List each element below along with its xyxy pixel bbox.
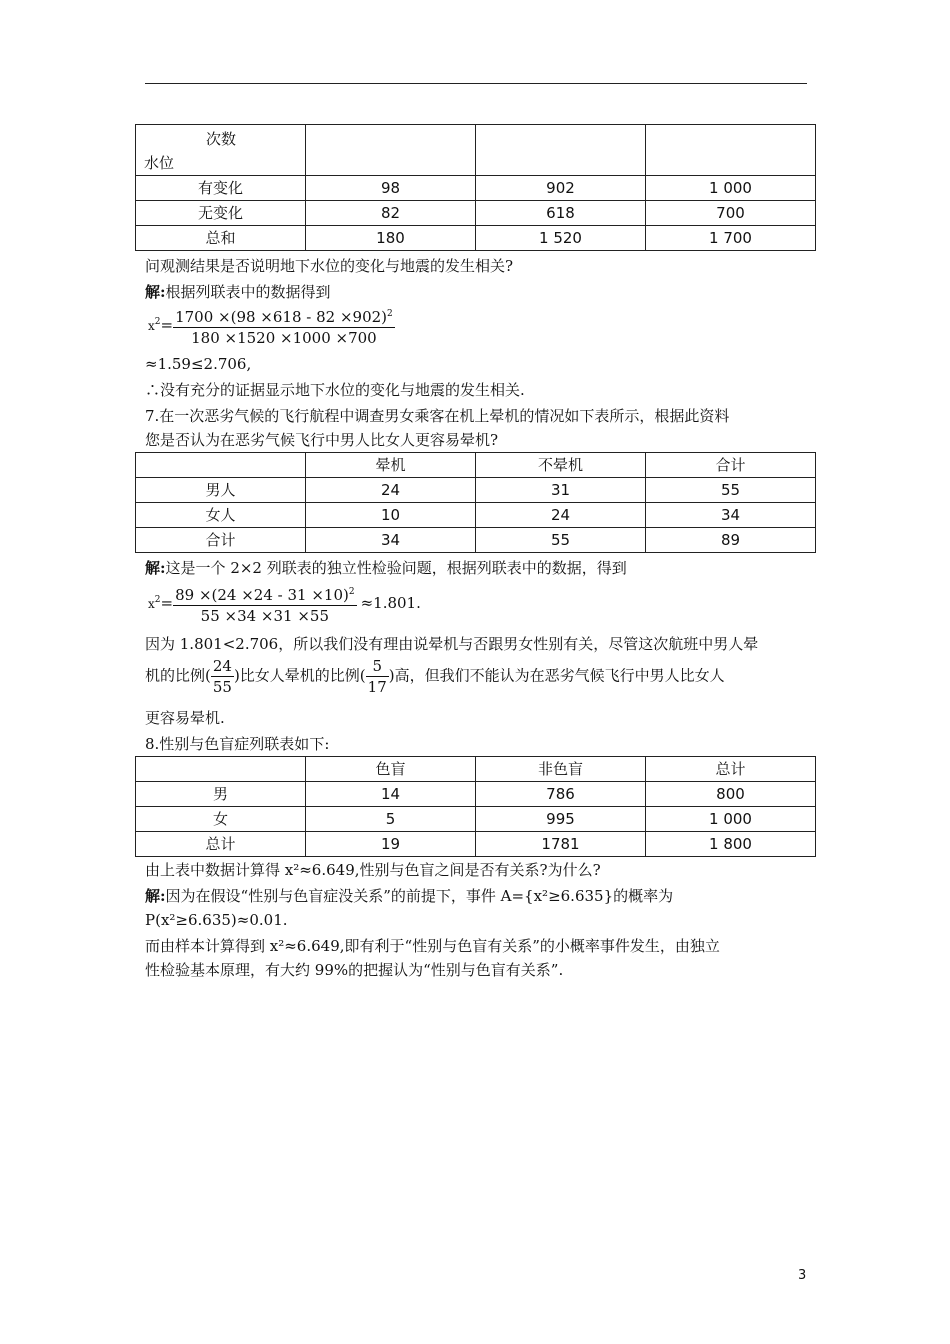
ratio-fraction-women: $\frac{5}{17}$ <box>367 657 387 696</box>
chi-symbol: x <box>148 597 155 611</box>
q8-solution-intro <box>145 886 673 906</box>
water-level-table <box>135 124 816 251</box>
q7-question-line1: 7.在一次恶劣气候的飞行航程中调查男女乘客在机上晕机的情况如下表所示，根据此资料 <box>145 407 730 425</box>
chi-exponent: 2 <box>154 317 161 327</box>
chi-fraction <box>173 582 357 626</box>
fraction-numerator: $1700 \times(98 \times 618 - 82 \times 902)^2$ <box>173 304 395 328</box>
table-header-cell: 合计 <box>646 453 816 478</box>
q8-probability-line: P(x²≥6.635)≈0.01. <box>145 911 288 929</box>
q8-line3: 而由样本计算得到 x²≈6.649,即有利于“性别与色盲有关系”的小概率事件发生，由独立 <box>145 937 720 955</box>
table-cell: 24 <box>306 478 476 503</box>
table-cell: 女人 <box>136 503 306 528</box>
table-row <box>136 478 816 503</box>
table-cell: 男 <box>136 782 306 807</box>
table-cell: 34 <box>306 528 476 553</box>
color-blindness-table <box>135 756 816 857</box>
ratio-fraction-men: $\frac{24}{55}$ <box>212 657 232 696</box>
table-cell: 24 <box>476 503 646 528</box>
solution-text: 因为在假设“性别与色盲症没关系”的前提下，事件 A={x²≥6.635}的概率为 <box>165 887 674 905</box>
table-header-row <box>136 125 816 176</box>
table-cell: 995 <box>476 807 646 832</box>
table-cell: 10 <box>306 503 476 528</box>
table-cell: 19 <box>306 832 476 857</box>
table-cell: 31 <box>476 478 646 503</box>
table-cell: 1 000 <box>646 807 816 832</box>
chi-exponent: 2 <box>154 595 161 605</box>
q7-question-line2: 您是否认为在恶劣气候飞行中男人比女人更容易晕机? <box>145 431 499 449</box>
table-cell: 合计 <box>136 528 306 553</box>
table-header-cell: 总计 <box>646 757 816 782</box>
table-cell: 786 <box>476 782 646 807</box>
fraction-denominator: 180 ×1520 ×1000 ×700 <box>191 329 377 347</box>
table-cell: 34 <box>646 503 816 528</box>
table-header-cell: 色盲 <box>306 757 476 782</box>
solution-text: 这是一个 2×2 列联表的独立性检验问题，根据列联表中的数据，得到 <box>165 559 627 577</box>
q8-title: 8.性别与色盲症列联表如下: <box>145 735 330 753</box>
header-top-label: 次数 <box>206 130 237 148</box>
q7-para2: 机的比例( $\frac{24}{55}$ )比女人晕机的比例( $\frac{5}{17}$ )高，但我们不能认为在恶劣气候飞行中男人比女人 <box>145 657 725 696</box>
table-row <box>136 201 816 226</box>
q8-line4: 性检验基本原理，有大约 99%的把握认为“性别与色盲有关系”. <box>145 961 564 979</box>
table-row <box>136 782 816 807</box>
fraction-denominator: 55 ×34 ×31 ×55 <box>200 607 330 625</box>
table-row <box>136 528 816 553</box>
solution-label: 解: <box>145 887 166 905</box>
chi-symbol: x <box>148 319 155 333</box>
table-row <box>136 176 816 201</box>
q6-question: 问观测结果是否说明地下水位的变化与地震的发生相关? <box>145 257 514 275</box>
table-cell <box>306 125 476 176</box>
q7-solution-intro <box>145 558 627 578</box>
chi-fraction <box>173 304 395 348</box>
q7-chi-square-formula <box>148 582 421 626</box>
q6-approx-result: ≈1.59≤2.706, <box>145 355 252 373</box>
approx-result: ≈1.801. <box>360 594 421 612</box>
table-cell: 1 000 <box>646 176 816 201</box>
solution-label: 解: <box>145 559 166 577</box>
table-cell: 女 <box>136 807 306 832</box>
table-cell: 男人 <box>136 478 306 503</box>
solution-label: 解: <box>145 283 166 301</box>
solution-text: 根据列联表中的数据得到 <box>165 283 331 301</box>
table-cell: 55 <box>646 478 816 503</box>
q6-solution-intro <box>145 282 331 302</box>
q7-para1: 因为 1.801<2.706，所以我们没有理由说晕机与否跟男女性别有关，尽管这次航班中男人晕 <box>145 635 759 653</box>
table-cell: 1 800 <box>646 832 816 857</box>
table-cell: 618 <box>476 201 646 226</box>
table-cell: 98 <box>306 176 476 201</box>
table-cell: 14 <box>306 782 476 807</box>
equals-sign: = <box>160 316 174 334</box>
q7-para3: 更容易晕机. <box>145 709 225 727</box>
table-cell: 1781 <box>476 832 646 857</box>
table-cell: 无变化 <box>136 201 306 226</box>
header-bottom-label: 水位 <box>144 154 175 172</box>
table-header-row <box>136 757 816 782</box>
table-row <box>136 226 816 251</box>
page-number: 3 <box>798 1268 807 1283</box>
table-cell: 55 <box>476 528 646 553</box>
table-header-cell <box>136 453 306 478</box>
table-cell: 总和 <box>136 226 306 251</box>
equals-sign: = <box>160 594 174 612</box>
q6-conclusion: ∴没有充分的证据显示地下水位的变化与地震的发生相关. <box>145 381 525 399</box>
table-header-cell: 不晕机 <box>476 453 646 478</box>
table-row <box>136 503 816 528</box>
table-row <box>136 832 816 857</box>
table-cell: 1 700 <box>646 226 816 251</box>
table-header-cell <box>136 757 306 782</box>
table-cell <box>476 125 646 176</box>
fraction-numerator: $89 \times(24 \times 24 - 31 \times 10)^2$ <box>173 582 357 606</box>
table-cell: 1 520 <box>476 226 646 251</box>
header-rule <box>145 83 807 84</box>
airsickness-table <box>135 452 816 553</box>
table-header-row <box>136 453 816 478</box>
q6-chi-square-formula <box>148 304 395 348</box>
table-cell: 902 <box>476 176 646 201</box>
table-cell: 180 <box>306 226 476 251</box>
table-header-cell: 非色盲 <box>476 757 646 782</box>
q8-question: 由上表中数据计算得 x²≈6.649,性别与色盲之间是否有关系?为什么? <box>145 861 601 879</box>
table-cell <box>646 125 816 176</box>
table-cell: 总计 <box>136 832 306 857</box>
table-row <box>136 807 816 832</box>
table-cell: 5 <box>306 807 476 832</box>
table-cell: 700 <box>646 201 816 226</box>
diagonal-header-cell <box>136 125 306 176</box>
table-cell: 82 <box>306 201 476 226</box>
table-cell: 800 <box>646 782 816 807</box>
table-cell: 89 <box>646 528 816 553</box>
table-cell: 有变化 <box>136 176 306 201</box>
table-header-cell: 晕机 <box>306 453 476 478</box>
